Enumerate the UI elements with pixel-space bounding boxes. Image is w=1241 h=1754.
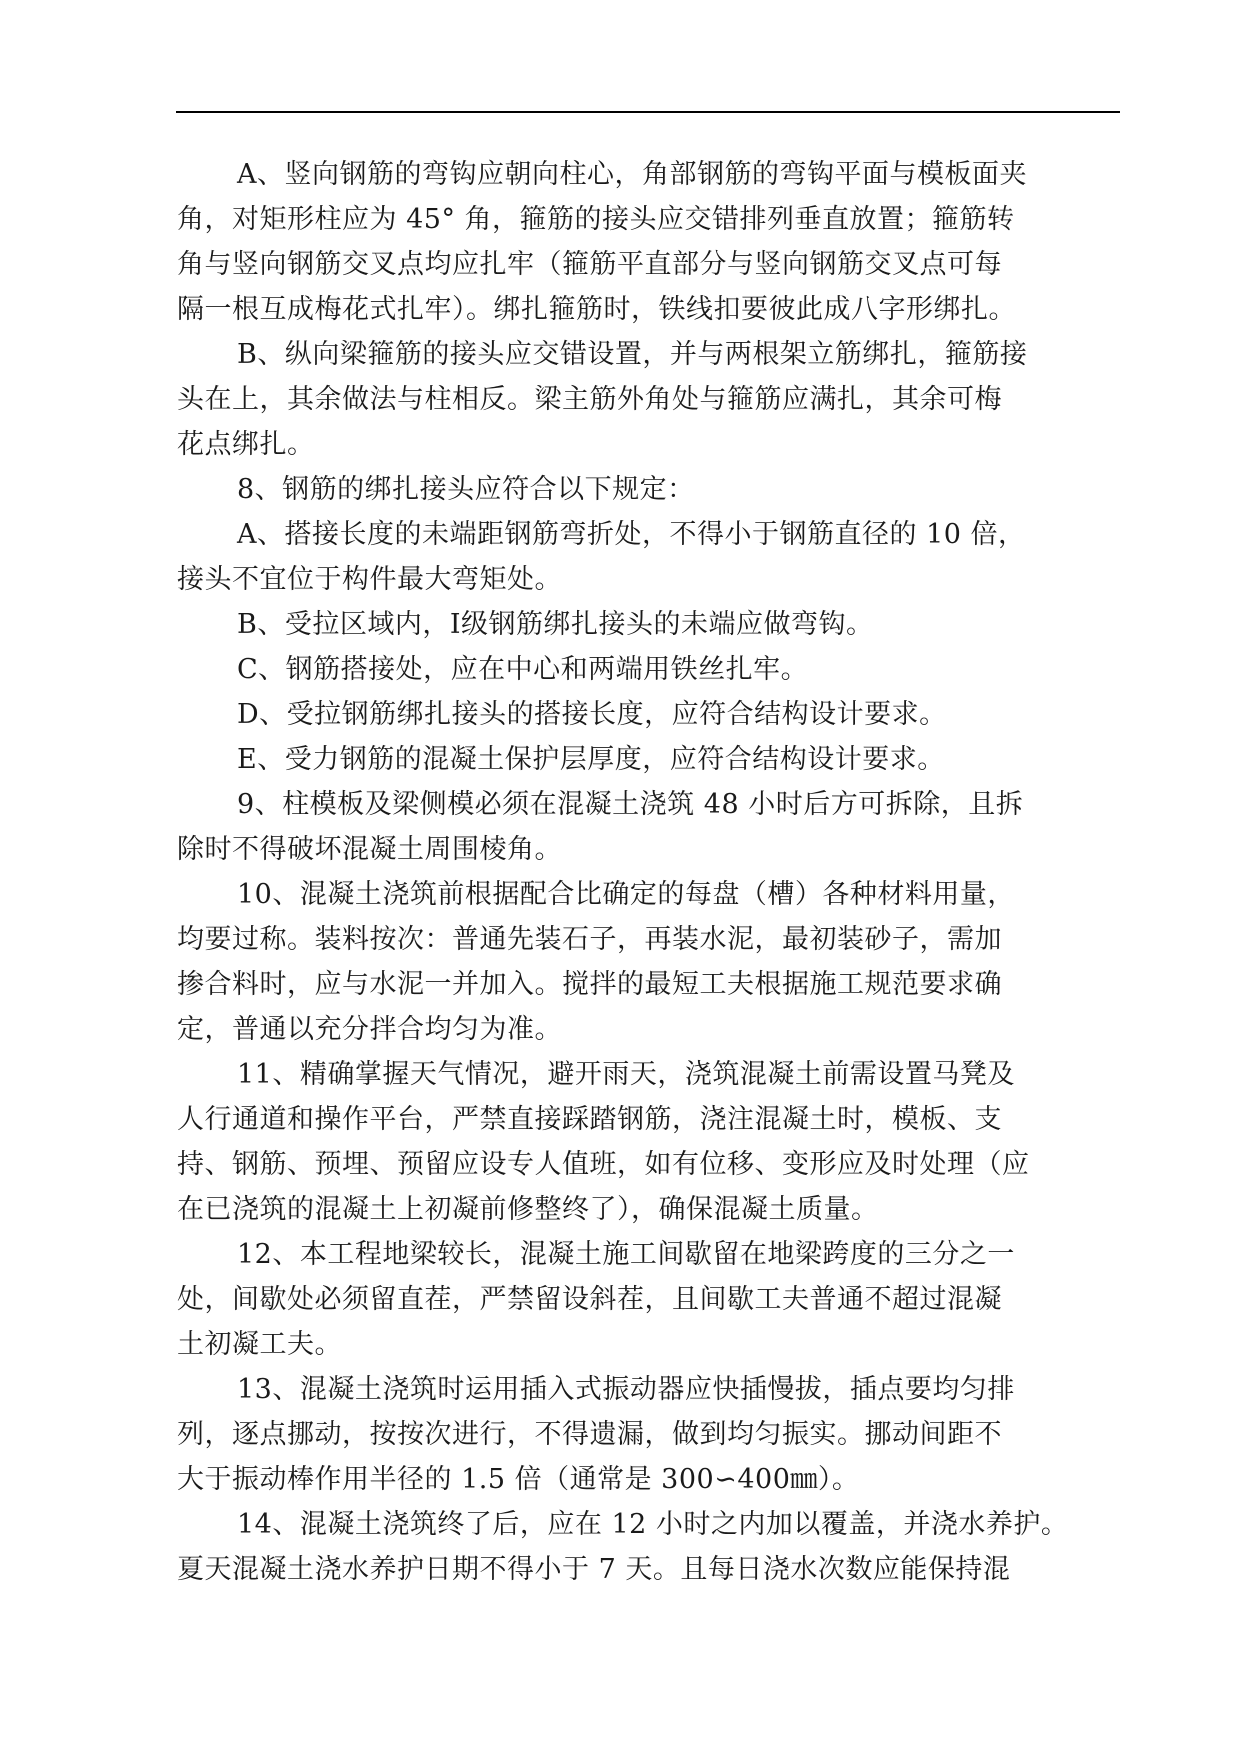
text-line: 角与竖向钢筋交叉点均应扎牢（箍筋平直部分与竖向钢筋交叉点可每: [177, 249, 1002, 280]
text-line: B、纵向梁箍筋的接头应交错设置，并与两根架立筋绑扎，箍筋接: [237, 339, 1028, 370]
paragraph: [177, 737, 1122, 782]
text-line: 8、钢筋的绑扎接头应符合以下规定：: [237, 474, 695, 505]
text-line: 土初凝工夫。: [177, 1329, 342, 1360]
paragraph: [177, 647, 1122, 692]
text-line: 角，对矩形柱应为 45° 角，箍筋的接头应交错排列垂直放置；箍筋转: [177, 204, 1015, 235]
paragraph: [177, 1052, 1122, 1232]
text-line: 定，普通以充分拌合均匀为准。: [177, 1014, 562, 1045]
text-line: 头在上，其余做法与柱相反。梁主筋外角处与箍筋应满扎，其余可梅: [177, 384, 1002, 415]
text-line: 夏天混凝土浇水养护日期不得小于 7 天。且每日浇水次数应能保持混: [177, 1554, 1011, 1585]
text-line: 除时不得破坏混凝土周围棱角。: [177, 834, 562, 865]
text-line: A、搭接长度的未端距钢筋弯折处，不得小于钢筋直径的 10 倍，: [237, 519, 1026, 550]
text-line: 处，间歇处必须留直茬，严禁留设斜茬，且间歇工夫普通不超过混凝: [177, 1284, 1002, 1315]
text-line: 13、混凝土浇筑时运用插入式振动器应快插慢拔，插点要均匀排: [237, 1374, 1015, 1405]
paragraph: [177, 1232, 1122, 1367]
paragraph: [177, 512, 1122, 602]
text-line: C、钢筋搭接处，应在中心和两端用铁丝扎牢。: [237, 654, 809, 685]
paragraph: [177, 332, 1122, 467]
text-line: 9、柱模板及梁侧模必须在混凝土浇筑 48 小时后方可拆除，且拆: [237, 789, 1024, 820]
text-line: 人行通道和操作平台，严禁直接踩踏钢筋，浇注混凝土时，模板、支: [177, 1104, 1002, 1135]
text-line: 持、钢筋、预埋、预留应设专人值班，如有位移、变形应及时处理（应: [177, 1149, 1030, 1180]
text-line: 均要过称。装料按次：普通先装石子，再装水泥，最初装砂子，需加: [177, 924, 1002, 955]
header-rule: [176, 111, 1120, 113]
paragraph: [177, 152, 1122, 332]
text-line: 在已浇筑的混凝土上初凝前修整终了），确保混凝土质量。: [177, 1194, 879, 1225]
text-line: A、竖向钢筋的弯钩应朝向柱心，角部钢筋的弯钩平面与模板面夹: [237, 159, 1027, 190]
document-body: [177, 152, 1122, 1592]
text-line: 接头不宜位于构件最大弯矩处。: [177, 564, 562, 595]
text-line: 隔一根互成梅花式扎牢）。绑扎箍筋时，铁线扣要彼此成八字形绑扎。: [177, 294, 1016, 325]
text-line: 花点绑扎。: [177, 429, 315, 460]
text-line: 列，逐点挪动，按按次进行，不得遗漏，做到均匀振实。挪动间距不: [177, 1419, 1002, 1450]
paragraph: [177, 782, 1122, 872]
text-line: 14、混凝土浇筑终了后，应在 12 小时之内加以覆盖，并浇水养护。: [237, 1509, 1069, 1540]
paragraph: [177, 1502, 1122, 1592]
paragraph: [177, 692, 1122, 737]
text-line: 10、混凝土浇筑前根据配合比确定的每盘（槽）各种材料用量，: [237, 879, 1015, 910]
text-line: E、受力钢筋的混凝土保护层厚度，应符合结构设计要求。: [237, 744, 945, 775]
text-line: 大于振动棒作用半径的 1.5 倍（通常是 300∽400㎜）。: [177, 1464, 860, 1495]
paragraph: [177, 467, 1122, 512]
text-line: 12、本工程地梁较长，混凝土施工间歇留在地梁跨度的三分之一: [237, 1239, 1015, 1270]
paragraph: [177, 1367, 1122, 1502]
text-line: 11、精确掌握天气情况，避开雨天，浇筑混凝土前需设置马凳及: [237, 1059, 1015, 1090]
paragraph: [177, 872, 1122, 1052]
text-line: D、受拉钢筋绑扎接头的搭接长度，应符合结构设计要求。: [237, 699, 947, 730]
text-line: B、受拉区域内，Ⅰ级钢筋绑扎接头的未端应做弯钩。: [237, 609, 874, 640]
text-line: 掺合料时，应与水泥一并加入。搅拌的最短工夫根据施工规范要求确: [177, 969, 1002, 1000]
paragraph: [177, 602, 1122, 647]
